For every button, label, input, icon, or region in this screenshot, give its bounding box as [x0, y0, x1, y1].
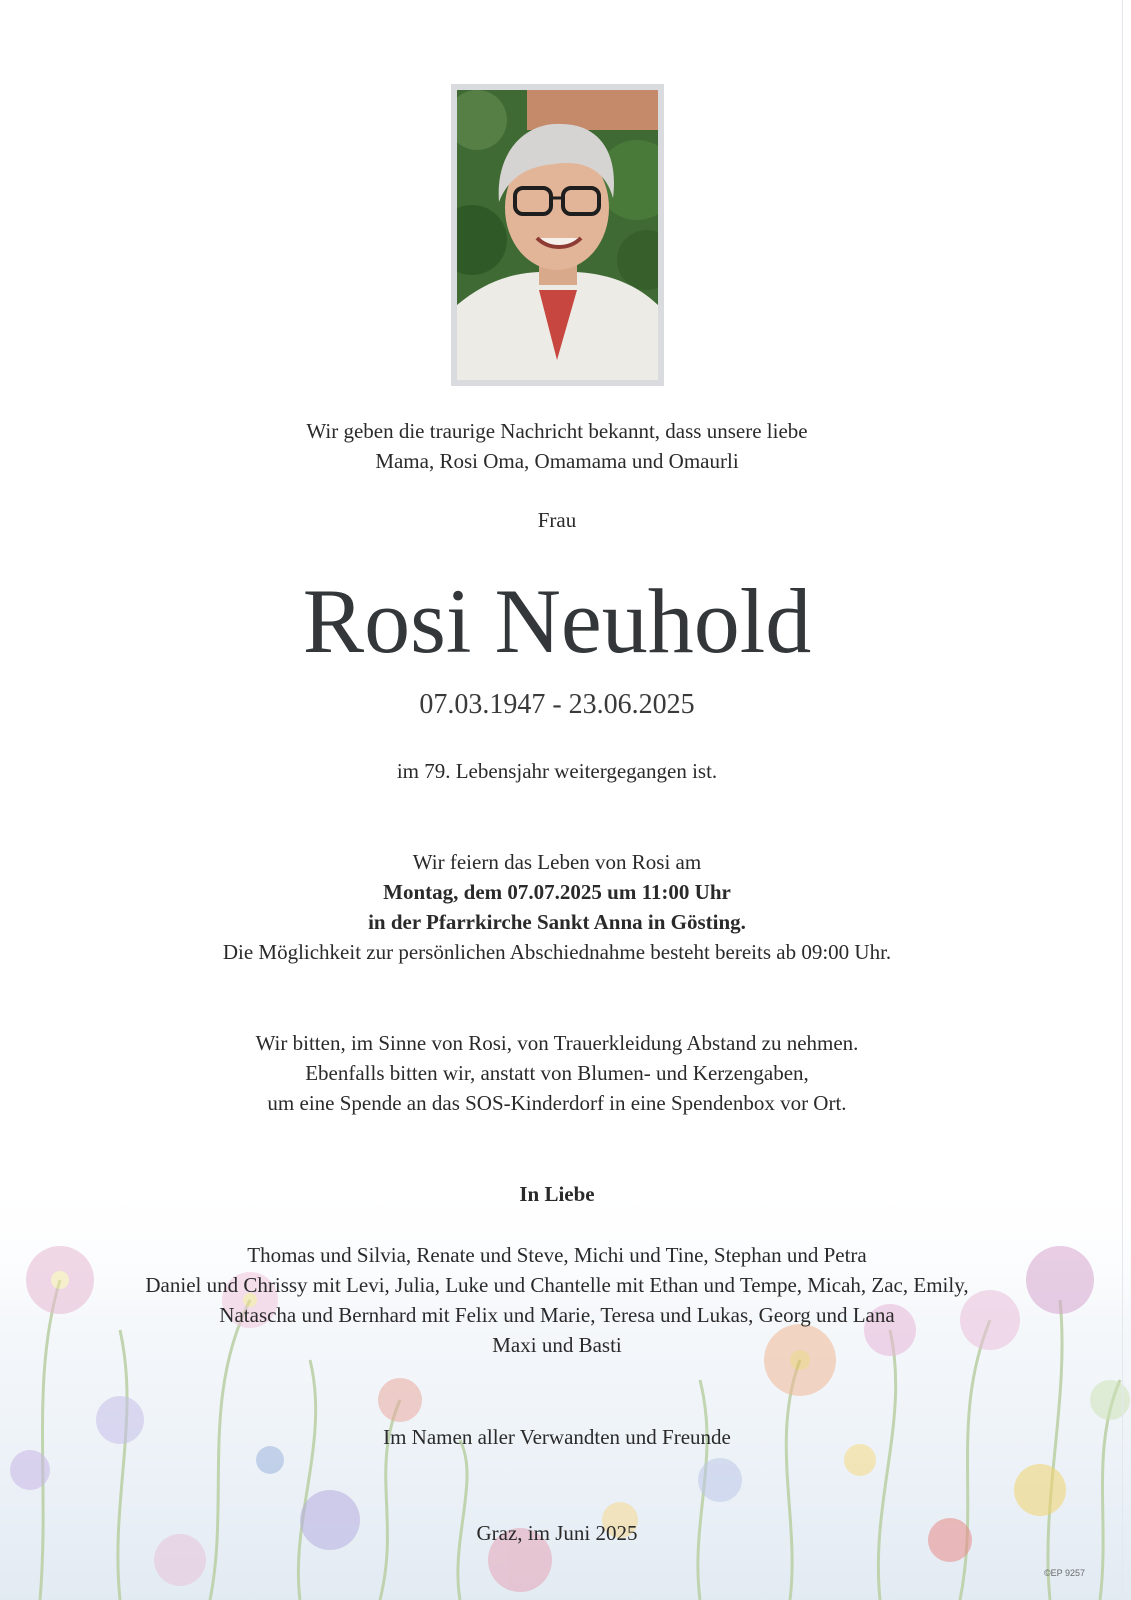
portrait-photo-frame	[451, 84, 664, 386]
reference-mark: ©EP 9257	[1044, 1568, 1085, 1578]
salutation: Frau	[537, 508, 577, 532]
mourners-line: Thomas und Silvia, Renate und Steve, Michi und Tine, Stephan und Petra	[247, 1243, 867, 1267]
service-intro: Wir feiern das Leben von Rosi am	[412, 850, 702, 874]
request-line-1: Wir bitten, im Sinne von Rosi, von Trauerkleidung Abstand zu nehmen.	[255, 1031, 859, 1055]
intro-line-1: Wir geben die traurige Nachricht bekannt, dass unsere liebe	[306, 419, 808, 443]
mourners-line: Natascha und Bernhard mit Felix und Marie, Teresa und Lukas, Georg und Lana	[219, 1303, 895, 1327]
farewell-note: Die Möglichkeit zur persönlichen Abschiednahme besteht bereits ab 09:00 Uhr.	[222, 940, 892, 964]
age-line: im 79. Lebensjahr weitergegangen ist.	[396, 759, 718, 783]
deceased-name: Rosi Neuhold	[302, 570, 812, 672]
life-dates: 07.03.1947 - 23.06.2025	[419, 689, 695, 720]
closing-line: Im Namen aller Verwandten und Freunde	[383, 1425, 731, 1449]
mourners-heading: In Liebe	[519, 1182, 595, 1206]
request-line-2: Ebenfalls bitten wir, anstatt von Blumen- und Kerzengaben,	[305, 1061, 809, 1085]
request-line-3: um eine Spende an das SOS-Kinderdorf in eine Spendenbox vor Ort.	[267, 1091, 847, 1115]
service-date-time: Montag, dem 07.07.2025 um 11:00 Uhr	[383, 880, 731, 904]
mourners-line: Daniel und Chrissy mit Levi, Julia, Luke und Chantelle mit Ethan und Tempe, Micah, Zac, Emily,	[145, 1273, 969, 1297]
service-location: in der Pfarrkirche Sankt Anna in Gösting.	[368, 910, 746, 934]
intro-line-2: Mama, Rosi Oma, Omamama und Omaurli	[375, 449, 739, 473]
mourners-line: Maxi und Basti	[492, 1333, 622, 1357]
portrait-photo	[457, 90, 658, 380]
place-and-date: Graz, im Juni 2025	[476, 1521, 638, 1545]
